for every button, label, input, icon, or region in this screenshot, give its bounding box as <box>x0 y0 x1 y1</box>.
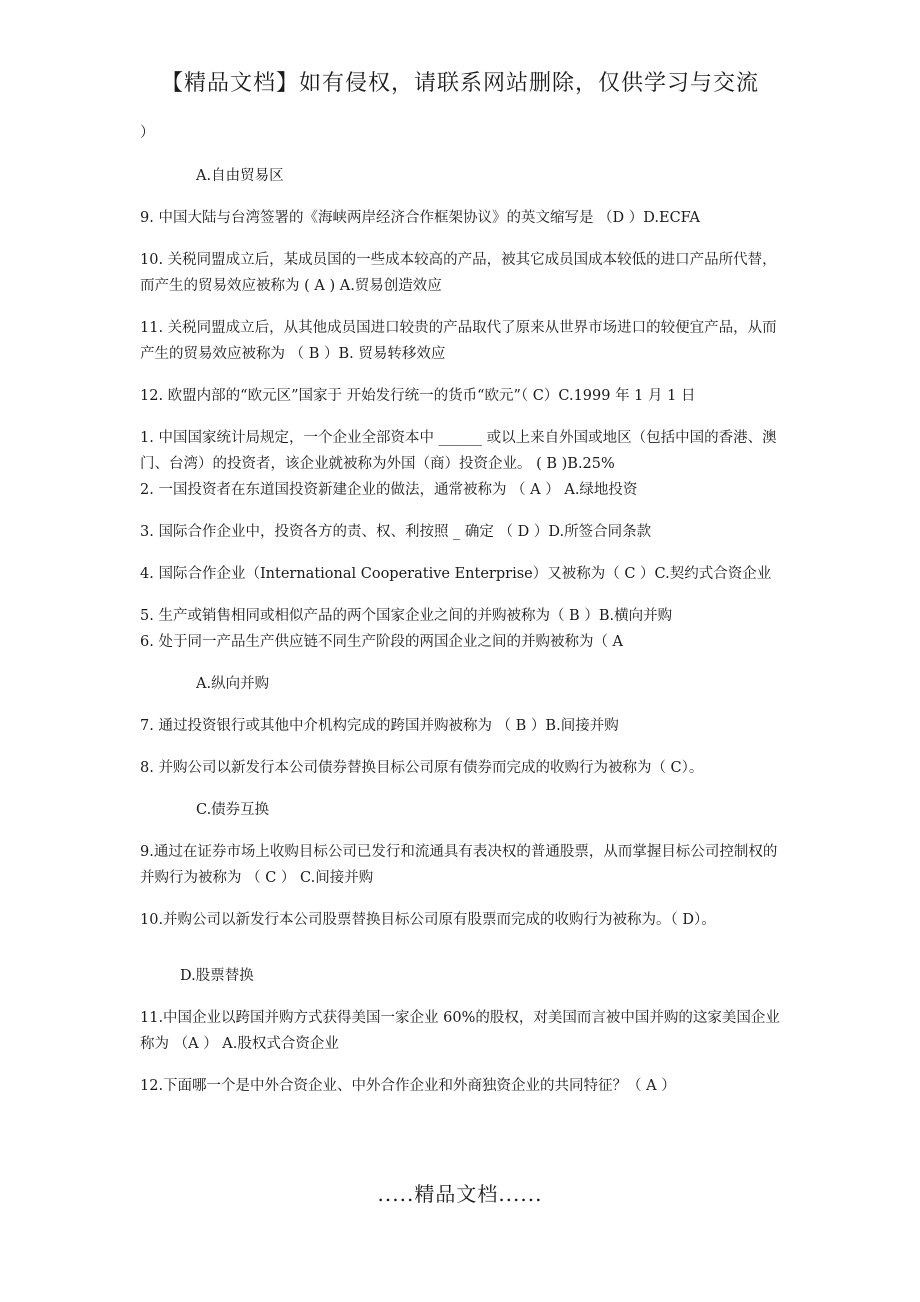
answer-line: A.自由贸易区 <box>196 168 284 184</box>
question-line: 12.下面哪一个是中外合资企业、中外合作企业和外商独资企业的共同特征？（ A ） <box>140 1078 676 1094</box>
question-line: 9.通过在证券市场上收购目标公司已发行和流通具有表决权的普通股票，从而掌握目标公司控制权的并购行为被称为 （ C ） C.间接并购 <box>140 844 778 886</box>
question-line: 9. 中国大陆与台湾签署的《海峡两岸经济合作框架协议》的英文缩写是 （D ）D.ECFA <box>140 210 700 226</box>
answer-line: A.纵向并购 <box>196 676 270 692</box>
question-line: 12. 欧盟内部的“欧元区”国家于 开始发行统一的货币“欧元”（ C）C.1999 年 1 月 1 日 <box>140 388 696 404</box>
page-footer: .....精品文档...... <box>377 1182 543 1206</box>
question-line: 8. 并购公司以新发行本公司债券替换目标公司原有债券而完成的收购行为被称为（ C）。 <box>140 760 704 776</box>
answer-line: D.股票替换 <box>180 968 254 984</box>
question-line: 7. 通过投资银行或其他中介机构完成的跨国并购被称为 （ B ）B.间接并购 <box>140 718 619 734</box>
question-line: 11.中国企业以跨国并购方式获得美国一家企业 60%的股权，对美国而言被中国并购的这家美国企业称为 （A ） A.股权式合资企业 <box>140 1010 780 1052</box>
document-body <box>140 120 785 1099</box>
question-line: 5. 生产或销售相同或相似产品的两个国家企业之间的并购被称为（ B ）B.横向并购 <box>140 608 673 624</box>
question-line: 6. 处于同一产品生产供应链不同生产阶段的两国企业之间的并购被称为（ A <box>140 634 624 650</box>
answer-line: C.债券互换 <box>196 802 270 818</box>
question-line: 4. 国际合作企业（International Cooperative Enterprise）又被称为（ C ）C.契约式合资企业 <box>140 566 772 582</box>
text-line-fragment: ） <box>140 125 155 141</box>
question-line: 11. 关税同盟成立后，从其他成员国进口较贵的产品取代了原来从世界市场进口的较便宜产品，从而产生的贸易效应被称为 （ B ）B. 贸易转移效应 <box>140 320 777 362</box>
question-line: 10. 关税同盟成立后，某成员国的一些成本较高的产品，被其它成员国成本较低的进口产品所代替，而产生的贸易效应被称为 ( A ) A.贸易创造效应 <box>140 252 777 294</box>
page-header: 【精品文档】如有侵权，请联系网站删除，仅供学习与交流 <box>160 71 759 96</box>
question-line: 1. 中国国家统计局规定，一个企业全部资本中 ______ 或以上来自外国或地区（包括中国的香港、澳门、台湾）的投资者，该企业就被称为外国（商）投资企业。 ( B )B.25% <box>140 430 777 472</box>
question-line: 3. 国际合作企业中，投资各方的责、权、利按照 _ 确定 （ D ）D.所签合同条款 <box>140 524 652 540</box>
question-line: 10.并购公司以新发行本公司股票替换目标公司原有股票而完成的收购行为被称为。（ D）。 <box>140 912 716 928</box>
question-line: 2. 一国投资者在东道国投资新建企业的做法，通常被称为 （ A ） A.绿地投资 <box>140 482 638 498</box>
